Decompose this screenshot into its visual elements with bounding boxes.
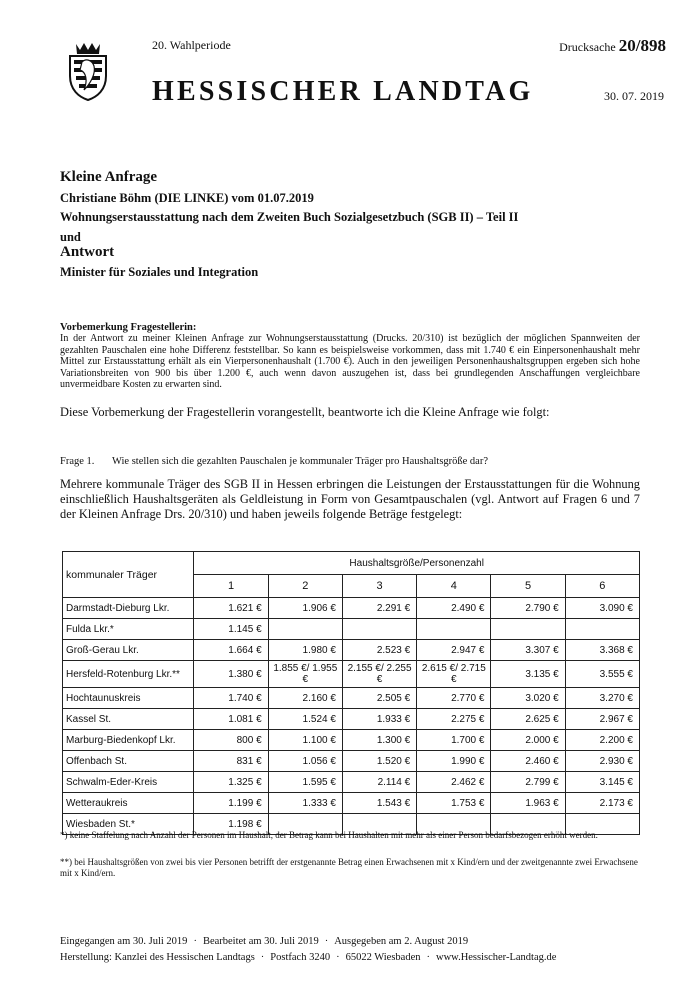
row-value: 2.490 € <box>417 598 491 619</box>
row-value: 1.100 € <box>268 730 342 751</box>
row-value: 1.855 €/ 1.955 € <box>268 661 342 688</box>
row-value: 3.270 € <box>565 688 639 709</box>
size-header: 5 <box>491 575 565 598</box>
row-value: 2.114 € <box>342 772 416 793</box>
doc-minister: Minister für Soziales und Integration <box>60 265 259 279</box>
row-value: 831 € <box>194 751 268 772</box>
size-header: 2 <box>268 575 342 598</box>
footer-ausgegeben: Ausgegeben am 2. August 2019 <box>334 936 469 947</box>
row-value: 2.173 € <box>565 793 639 814</box>
row-value: 1.520 € <box>342 751 416 772</box>
footer-web-link[interactable]: www.Hessischer-Landtag.de <box>436 952 557 963</box>
row-value: 2.799 € <box>491 772 565 793</box>
row-value: 2.625 € <box>491 709 565 730</box>
row-value: 2.790 € <box>491 598 565 619</box>
table-row <box>63 688 640 709</box>
doc-subject: Wohnungserstausstattung nach dem Zweiten Buch Sozialgesetzbuch (SGB II) – Teil II <box>60 210 519 224</box>
row-value: 1.990 € <box>417 751 491 772</box>
row-value: 2.505 € <box>342 688 416 709</box>
row-value: 2.275 € <box>417 709 491 730</box>
row-value: 1.906 € <box>268 598 342 619</box>
table-row <box>63 619 640 640</box>
footer-eingegangen: Eingegangen am 30. Juli 2019 <box>60 936 188 947</box>
row-value: 2.770 € <box>417 688 491 709</box>
row-value: 1.300 € <box>342 730 416 751</box>
table-row <box>63 730 640 751</box>
table-header-group: Haushaltsgröße/Personenzahl <box>194 552 640 575</box>
row-value: 1.081 € <box>194 709 268 730</box>
footnote-2: **) bei Haushaltsgrößen von zwei bis vier Personen betrifft der erstgenannte Betrag einen Erwachsenen mit x Kind/ern und der zweitgenannte zwei Erwachsene mit x Kind/ern. <box>60 857 638 878</box>
row-value: 3.145 € <box>565 772 639 793</box>
row-value: 1.543 € <box>342 793 416 814</box>
table-row <box>63 640 640 661</box>
doc-antwort: Antwort <box>60 244 115 260</box>
row-value: 1.740 € <box>194 688 268 709</box>
row-value: 1.333 € <box>268 793 342 814</box>
row-value: 2.000 € <box>491 730 565 751</box>
table-header-category: kommunaler Träger <box>63 552 194 598</box>
document-date: 30. 07. 2019 <box>604 89 664 103</box>
size-header: 4 <box>417 575 491 598</box>
footer-postfach: Postfach 3240 <box>270 952 331 963</box>
question-label: Frage 1. <box>60 456 95 467</box>
row-value: 1.664 € <box>194 640 268 661</box>
row-name: Offenbach St. <box>63 751 194 772</box>
doc-type: Kleine Anfrage <box>60 169 158 185</box>
row-value: 1.933 € <box>342 709 416 730</box>
row-value <box>268 619 342 640</box>
parliament-title: HESSISCHER LANDTAG <box>152 76 534 107</box>
footer-dates: Eingegangen am 30. Juli 2019 · Bearbeitet am 30. Juli 2019 · Ausgegeben am 2. August 2019 <box>60 936 469 947</box>
table-row <box>63 661 640 688</box>
row-value: 1.380 € <box>194 661 268 688</box>
row-name: Darmstadt-Dieburg Lkr. <box>63 598 194 619</box>
vorbemerkung-heading: Vorbemerkung Fragestellerin: <box>60 322 197 333</box>
row-name: Wiesbaden St.* <box>63 814 194 835</box>
row-value <box>342 619 416 640</box>
row-value <box>417 619 491 640</box>
question-1 <box>60 456 488 467</box>
row-name: Fulda Lkr.* <box>63 619 194 640</box>
row-value <box>565 619 639 640</box>
row-value: 1.700 € <box>417 730 491 751</box>
size-header: 1 <box>194 575 268 598</box>
row-value: 2.967 € <box>565 709 639 730</box>
row-value: 1.198 € <box>194 814 268 835</box>
vorbemerkung-response: Diese Vorbemerkung der Fragestellerin vorangestellt, beantworte ich die Kleine Anfrage wie folgt: <box>60 405 550 419</box>
row-value: 1.524 € <box>268 709 342 730</box>
row-value: 2.615 €/ 2.715 € <box>417 661 491 688</box>
table-row <box>63 709 640 730</box>
doc-author: Christiane Böhm (DIE LINKE) vom 01.07.2019 <box>60 191 314 205</box>
pauschalen-table <box>62 551 640 835</box>
drucksache-label: Drucksache <box>559 40 616 54</box>
row-name: Groß-Gerau Lkr. <box>63 640 194 661</box>
vorbemerkung-text: In der Antwort zu meiner Kleinen Anfrage zur Wohnungserstausstattung (Drucks. 20/310) ist bezüglich der möglichen Spannweiten der gezahlten Pauschalen eine hohe Differenz feststellbar. So kann es beispielsweise vorkommen, dass mit 1.740 € ein Einpersonenhaushalt mehr Mittel zur Erstausstattung erhält als ein Vierpersonenhaushalt (1.700 €). Auch in den jeweiligen Personenhaushaltsgruppen ergeben sich hohe Variationsbreiten von 900 bis über 1.200 €, auch wenn davon auszugehen ist, dass bei grundlegenden Anschaffungen vergleichbare unvermeidbare Kosten zu erwarten sind. <box>60 333 640 391</box>
drucksache <box>559 36 666 56</box>
footer-ort: 65022 Wiesbaden <box>345 952 421 963</box>
footer-herstellung: Herstellung: Kanzlei des Hessischen Landtags <box>60 952 255 963</box>
footer-bearbeitet: Bearbeitet am 30. Juli 2019 <box>202 936 319 947</box>
row-value <box>491 619 565 640</box>
row-name: Hersfeld-Rotenburg Lkr.** <box>63 661 194 688</box>
row-value: 1.980 € <box>268 640 342 661</box>
drucksache-number: 20/898 <box>618 36 666 55</box>
row-name: Wetteraukreis <box>63 793 194 814</box>
row-value: 2.523 € <box>342 640 416 661</box>
row-name: Schwalm-Eder-Kreis <box>63 772 194 793</box>
size-header: 6 <box>565 575 639 598</box>
table-row <box>63 793 640 814</box>
row-value: 1.056 € <box>268 751 342 772</box>
row-value: 3.368 € <box>565 640 639 661</box>
row-value: 2.462 € <box>417 772 491 793</box>
table-row <box>63 772 640 793</box>
row-value: 3.555 € <box>565 661 639 688</box>
row-value: 2.460 € <box>491 751 565 772</box>
question-text: Wie stellen sich die gezahlten Pauschalen je kommunaler Träger pro Haushaltsgröße dar? <box>112 456 489 467</box>
row-value: 1.595 € <box>268 772 342 793</box>
row-value: 1.621 € <box>194 598 268 619</box>
row-value: 1.145 € <box>194 619 268 640</box>
row-value: 1.963 € <box>491 793 565 814</box>
doc-und: und <box>60 230 81 244</box>
row-value: 1.753 € <box>417 793 491 814</box>
row-value: 2.947 € <box>417 640 491 661</box>
row-value: 3.020 € <box>491 688 565 709</box>
row-value: 2.200 € <box>565 730 639 751</box>
footnote-1: *) keine Staffelung nach Anzahl der Personen im Haushalt, der Betrag kann bei Haushalten mit mehr als einer Person bedarfsbezogen erhöht werden. <box>60 830 598 840</box>
footer-publisher: Herstellung: Kanzlei des Hessischen Landtags · Postfach 3240 · 65022 Wiesbaden · www.Hessischer-Landtag.de <box>60 952 557 963</box>
row-value: 1.199 € <box>194 793 268 814</box>
row-value: 2.291 € <box>342 598 416 619</box>
row-value: 3.135 € <box>491 661 565 688</box>
size-header: 3 <box>342 575 416 598</box>
table-row <box>63 751 640 772</box>
hesse-coat-of-arms-icon <box>64 40 112 102</box>
row-name: Marburg-Biedenkopf Lkr. <box>63 730 194 751</box>
legislative-period: 20. Wahlperiode <box>152 38 231 52</box>
table-row <box>63 598 640 619</box>
row-value: 1.325 € <box>194 772 268 793</box>
row-value: 3.307 € <box>491 640 565 661</box>
row-value: 2.155 €/ 2.255 € <box>342 661 416 688</box>
row-value: 3.090 € <box>565 598 639 619</box>
row-name: Kassel St. <box>63 709 194 730</box>
row-value: 2.160 € <box>268 688 342 709</box>
row-value: 2.930 € <box>565 751 639 772</box>
row-value: 800 € <box>194 730 268 751</box>
answer-text: Mehrere kommunale Träger des SGB II in Hessen erbringen die Leistungen der Erstausstattungen für die Wohnung einschließlich Haushaltsgeräten als Geldleistung in Form von Gesamtpauschalen (vgl. Antwort auf Fragen 6 und 7 der Kleinen Anfrage Drs. 20/310) und haben jeweils folgende Beträge festgelegt: <box>60 477 640 521</box>
row-name: Hochtaunuskreis <box>63 688 194 709</box>
